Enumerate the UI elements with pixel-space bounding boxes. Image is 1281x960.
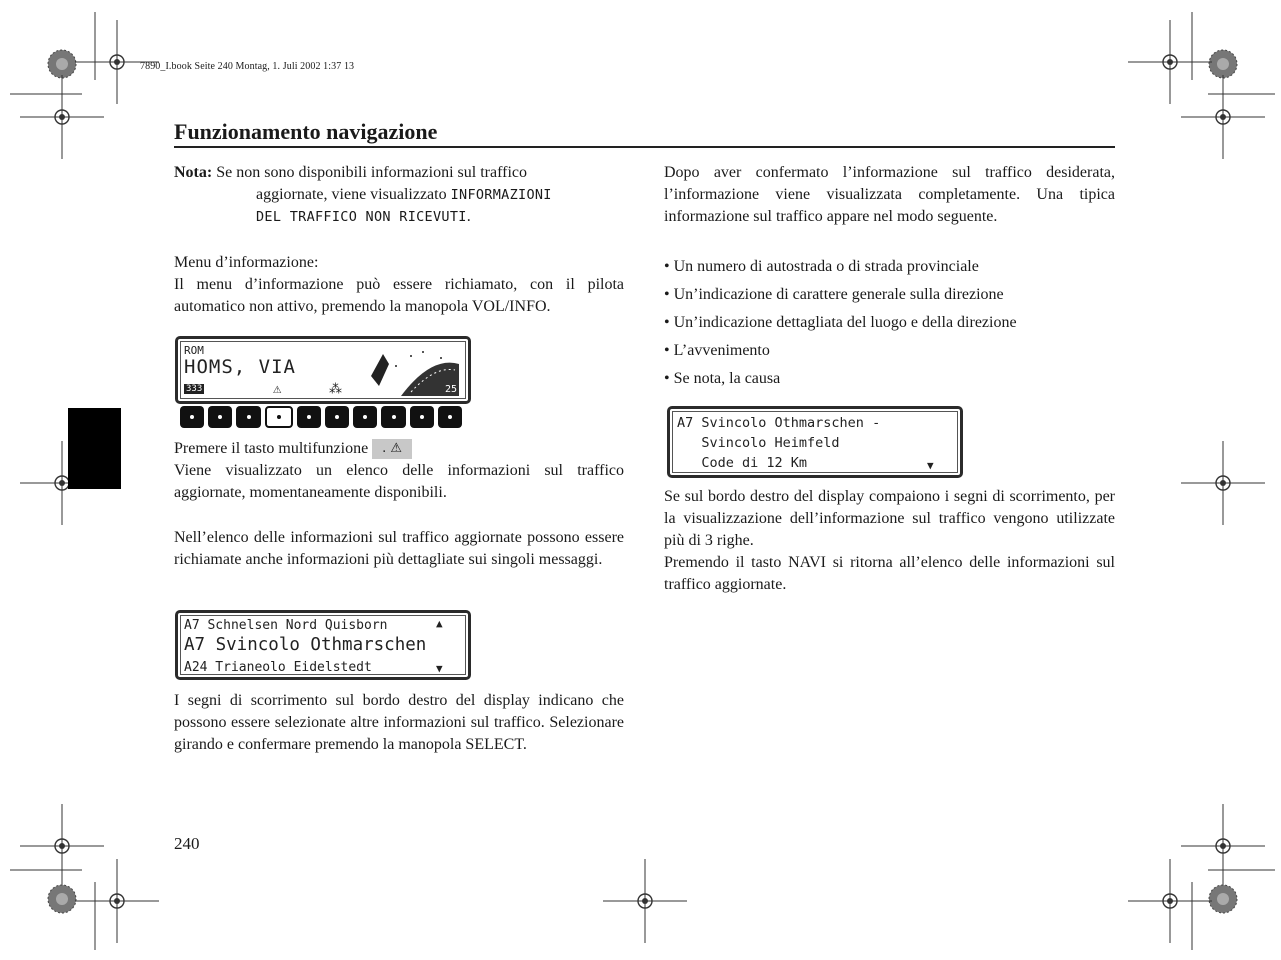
detail-row-2: Svincolo Heimfeld — [677, 435, 840, 451]
note-line-1: Se non sono disponibili informazioni sul traffico — [212, 164, 527, 181]
press-instruction — [174, 438, 624, 460]
softkey-9[interactable] — [410, 406, 434, 428]
note-mono-1: INFORMAZIONI — [450, 187, 552, 203]
navi-return-text: Premendo il tasto NAVI si ritorna all’elenco delle informazioni sul traffico aggiornate. — [664, 554, 1115, 593]
scroll-info-text: Se sul bordo destro del display compaiono i segni di scorrimento, per la visualizzazione dell’informazione sul traffico vengono utilizzate più di 3 righe. — [664, 488, 1115, 549]
press-text: Premere il tasto multifunzione — [174, 440, 373, 457]
warning-icon: ⚠ — [273, 381, 282, 397]
list-row-3: A24 Trianeolo Eidelstedt — [184, 660, 372, 675]
softkey-8[interactable] — [381, 406, 405, 428]
multifunction-key-icon: . ⚠ — [372, 439, 412, 459]
lcd-display-map — [175, 336, 471, 404]
softkey-10[interactable] — [438, 406, 462, 428]
lcd-badge: 333 — [186, 384, 203, 394]
print-slug: 7890_I.book Seite 240 Montag, 1. Juli 2002 1:37 13 — [140, 61, 355, 72]
bullet-list — [664, 256, 1115, 396]
list-row-2-selected: A7 Svincolo Othmarschen — [184, 635, 427, 655]
lcd-display-traffic-detail — [667, 406, 963, 478]
softkey-5[interactable] — [297, 406, 321, 428]
note-line-3-end: . — [466, 208, 471, 225]
softkey-3[interactable] — [236, 406, 260, 428]
list-item: • Se nota, la causa — [664, 370, 781, 387]
detail-description: Nell’elenco delle informazioni sul traffico aggiornate possono essere richiamate anche informazioni più dettagliate sui singoli messaggi. — [174, 529, 624, 568]
softkey-7[interactable] — [353, 406, 377, 428]
softkey-4[interactable] — [265, 406, 293, 428]
scroll-down-icon: ▼ — [927, 459, 934, 472]
menu-heading: Menu d’informazione: — [174, 254, 319, 271]
scroll-down-icon: ▼ — [436, 662, 443, 675]
note-line-2: aggiornate, viene visualizzato — [256, 186, 451, 203]
note-block — [174, 162, 624, 228]
detail-row-3: Code di 12 Km — [677, 455, 808, 471]
scroll-description: I segni di scorrimento sul bordo destro del display indicano che possono essere selezionate altre informazioni sul traffico. Selezionare girando e confermare premendo la manopola SELECT. — [174, 692, 624, 753]
lcd-line-1: ROM — [184, 344, 204, 357]
list-item: • Un numero di autostrada o di strada provinciale — [664, 258, 979, 275]
page-number: 240 — [174, 834, 200, 853]
softkey-2[interactable] — [208, 406, 232, 428]
lcd-distance: 25 — [445, 384, 458, 395]
detail-row-1: A7 Svincolo Othmarschen - — [677, 415, 881, 431]
list-description: Viene visualizzato un elenco delle informazioni sul traffico aggiornate, momentaneamente disponibili. — [174, 462, 624, 501]
title-rule — [174, 146, 1115, 148]
intro-text: Dopo aver confermato l’informazione sul traffico desiderata, l’informazione viene visualizzata completamente. Una tipica informazione sul traffico appare nel modo seguente. — [664, 164, 1115, 225]
traffic-symbol-icon: ⁂ — [329, 382, 342, 397]
softkey-1[interactable] — [180, 406, 204, 428]
lcd-line-2: HOMS, VIA — [184, 356, 296, 378]
menu-body: Il menu d’informazione può essere richiamato, con il pilota automatico non attivo, premendo la manopola VOL/INFO. — [174, 276, 624, 315]
list-row-1: A7 Schnelsen Nord Quisborn — [184, 618, 388, 633]
list-item: • Un’indicazione di carattere generale sulla direzione — [664, 286, 1004, 303]
list-item: • Un’indicazione dettagliata del luogo e della direzione — [664, 314, 1017, 331]
scroll-up-icon: ▲ — [436, 617, 443, 630]
section-tab-marker — [68, 408, 121, 489]
softkey-row — [180, 406, 462, 428]
page-title: Funzionamento navigazione — [174, 119, 438, 144]
note-mono-2: DEL TRAFFICO NON RICEVUTI — [256, 209, 467, 225]
note-label: Nota: — [174, 164, 213, 181]
softkey-6[interactable] — [325, 406, 349, 428]
list-item: • L’avvenimento — [664, 342, 770, 359]
lcd-display-traffic-list — [175, 610, 471, 680]
